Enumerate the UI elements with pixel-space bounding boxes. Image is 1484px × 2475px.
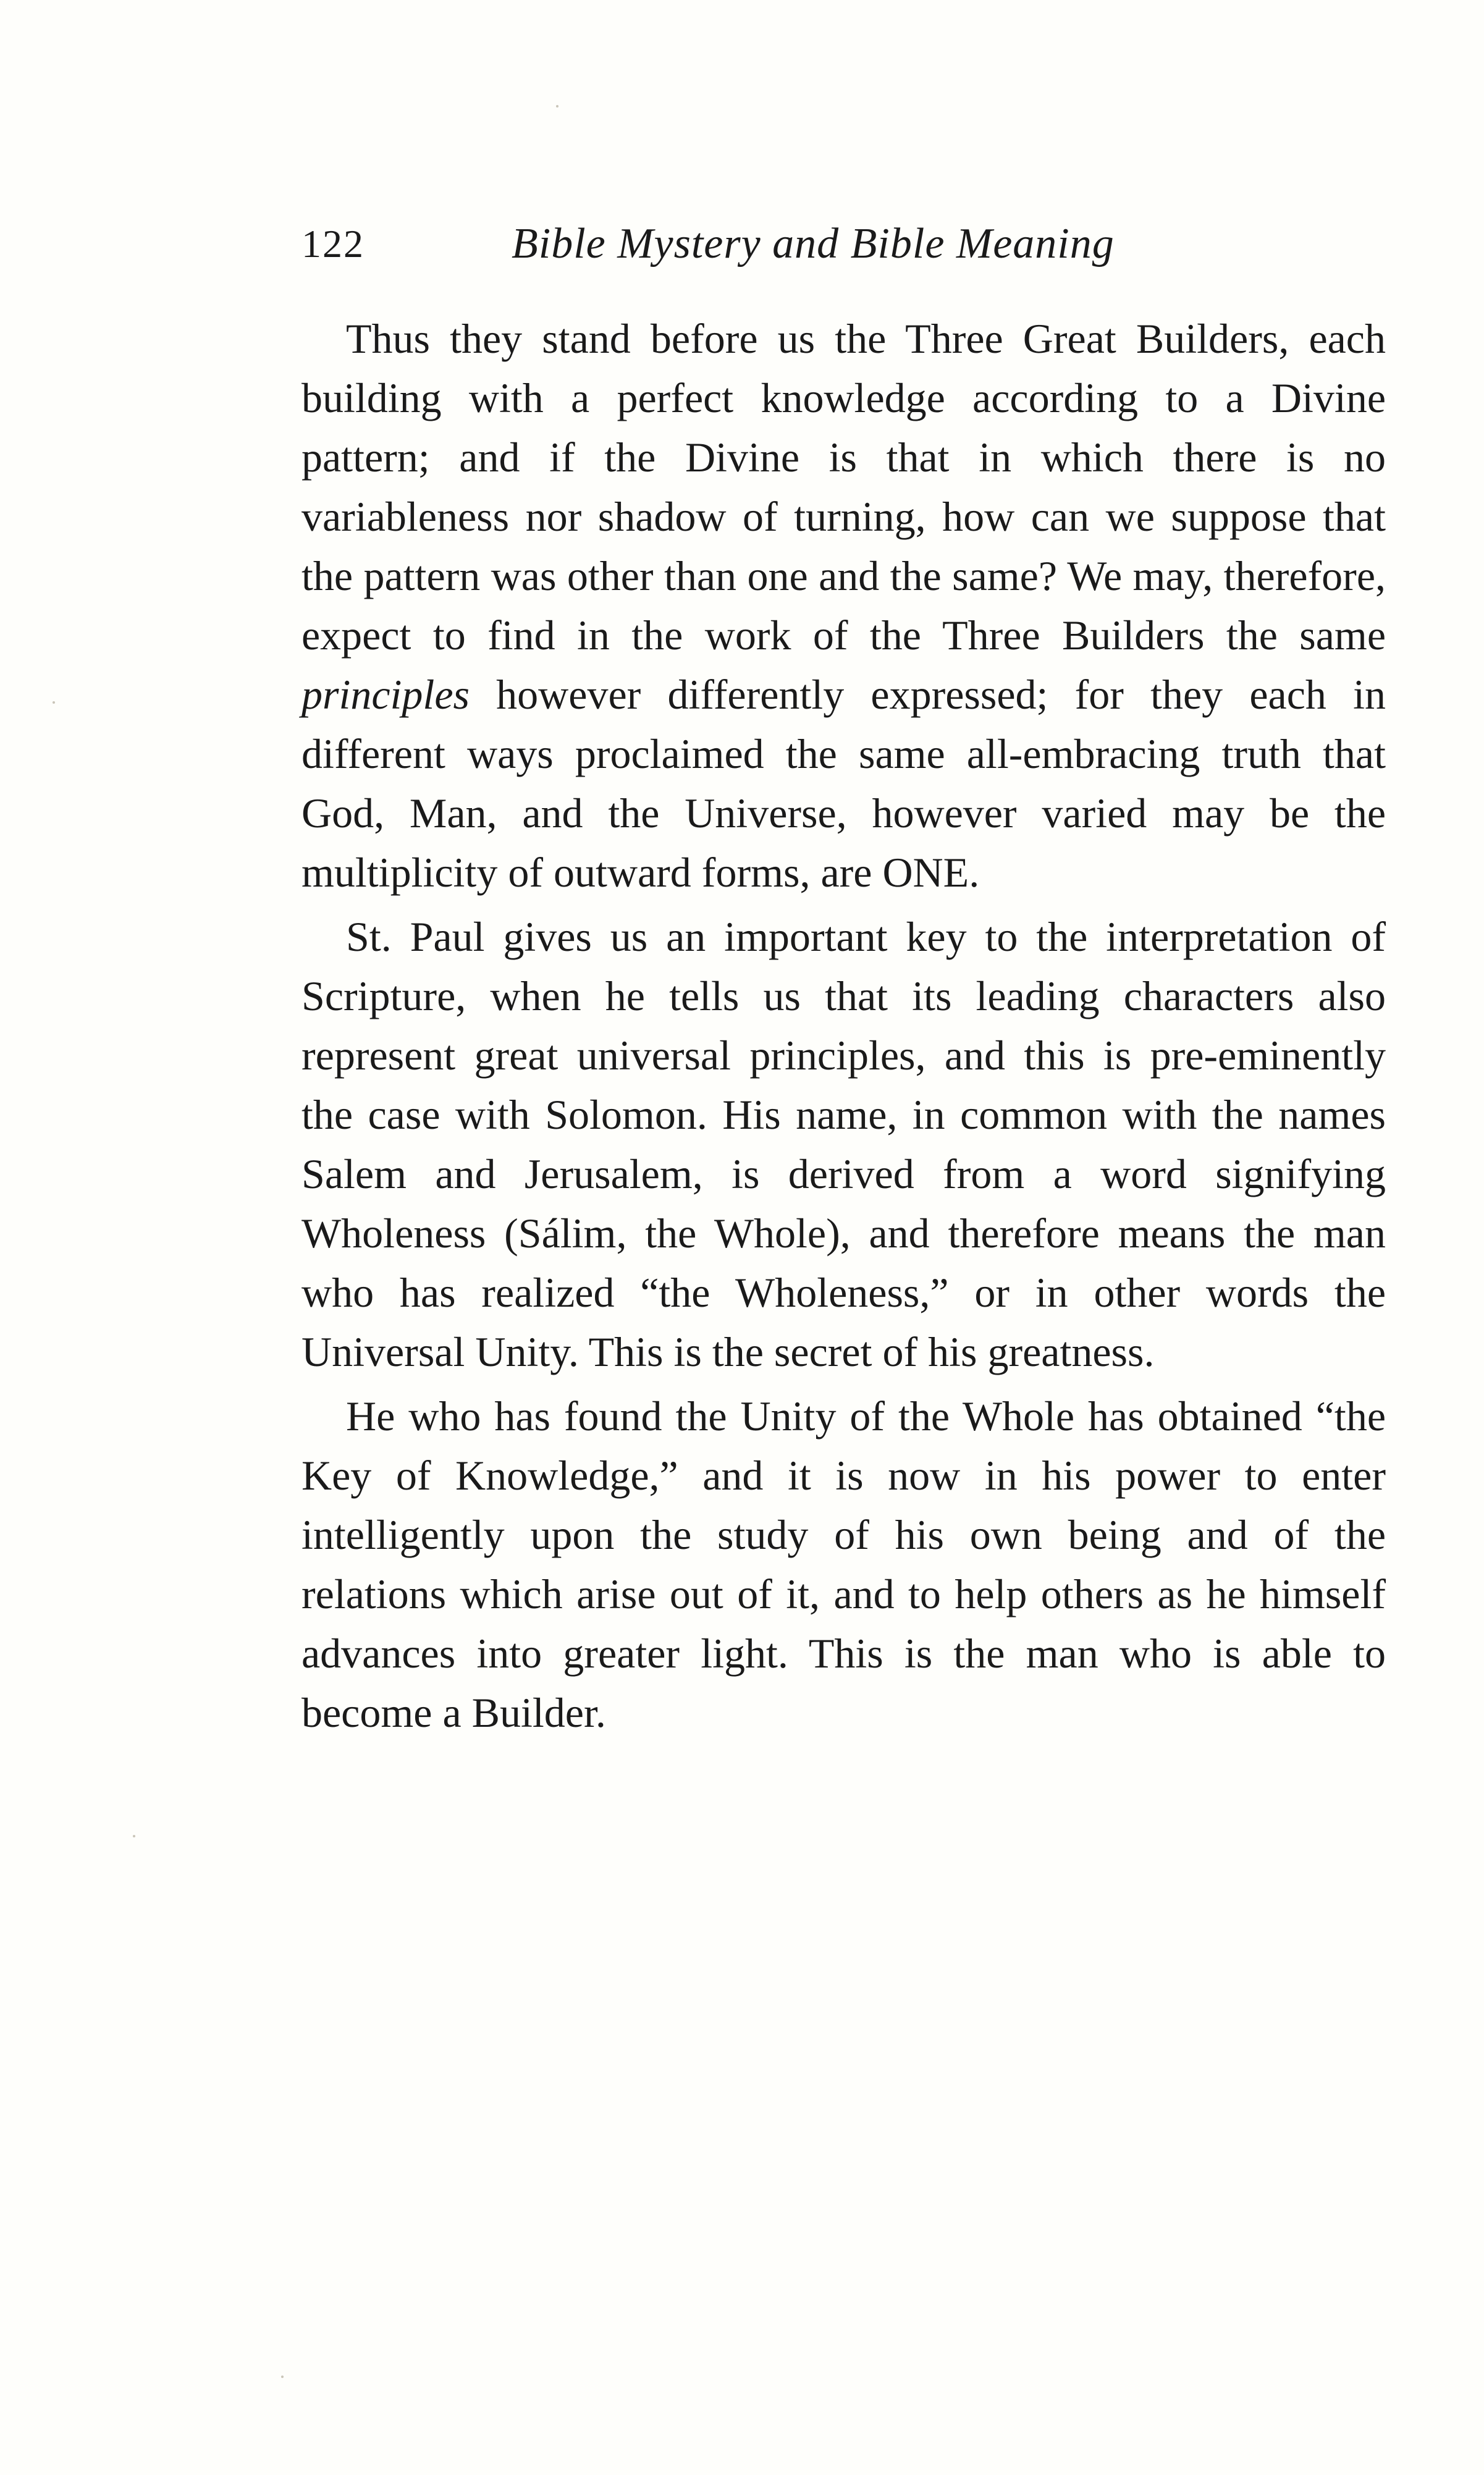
paragraph-text: however differently expressed; for they each in different ways proclaimed the same all-embracing truth that God, Man, and the Universe, however varied may be the multiplicity of outward forms, are ONE. [301,671,1386,896]
page-number: 122 [301,222,365,266]
paper-speck [133,1835,135,1837]
body-text [301,309,1386,1747]
paper-speck [53,701,55,704]
paragraph-solomon [301,907,1386,1381]
emphasized-word: principles [301,671,470,718]
paper-speck [556,105,559,108]
paragraph-text: He who has found the Unity of the Whole has obtained “the Key of Knowledge,” and it is now in his power to enter intelligently upon the study of his own being and of the relations which arise out of it, and to help others as he himself advances into greater light. This is the man who is able to become a Builder. [301,1393,1386,1736]
paragraph-text: St. Paul gives us an important key to the interpretation of Scripture, when he tells us that its leading characters also represent great universal principles, and this is pre-eminently the case with Solomon. His name, in common with the names Salem and Jerusalem, is derived from a word signifying Wholeness (Sálim, the Whole), and therefore means the man who has realized “the Wholeness,” or in other words the Universal Unity. This is the secret of his greatness. [301,913,1386,1375]
paragraph-unity [301,1386,1386,1742]
running-title: Bible Mystery and Bible Meaning [512,220,1115,268]
page-header [301,210,1383,278]
paper-speck [281,2376,284,2378]
paragraph-builders [301,309,1386,902]
paragraph-text: Thus they stand before us the Three Great Builders, each building with a perfect knowledge according to a Divine pattern; and if the Divine is that in which there is no variableness nor shadow of turning, how can we suppose that the pattern was other than one and the same? We may, therefore, expect to find in the work of the Three Builders the same [301,315,1386,659]
